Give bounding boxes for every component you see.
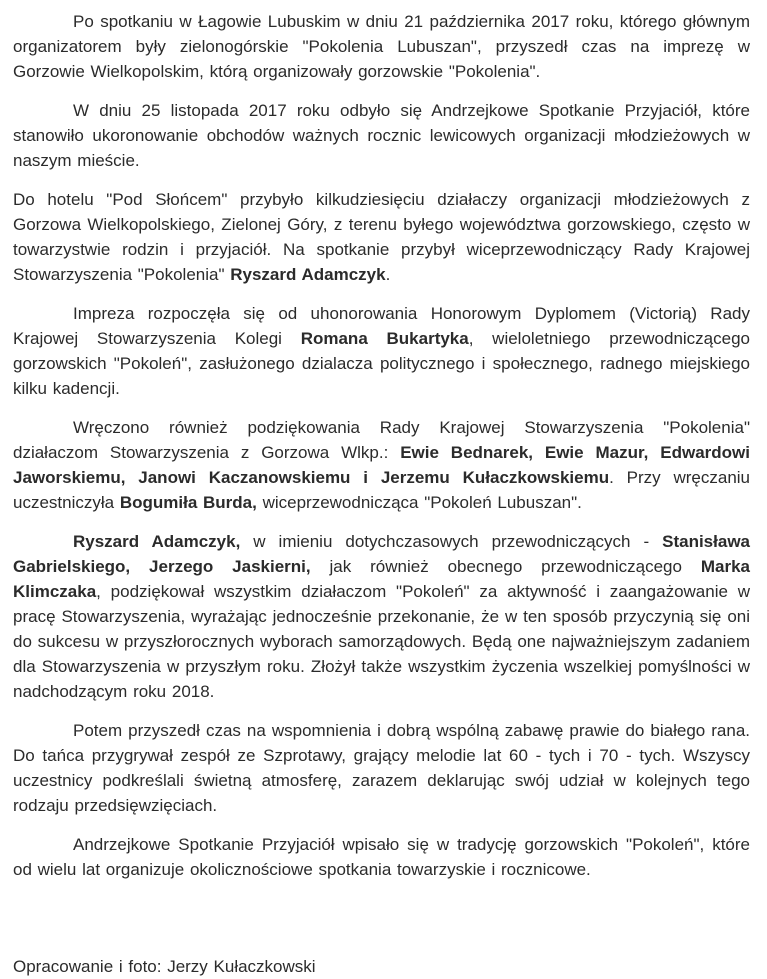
text-run: , wieloletniego przewodniczącego gorzowskich "Pokoleń", zasłużonego dzialacza politycznego i społecznego, radnego miejskiego kilku kadencji. [13,329,750,398]
bold-text-run: Ewie Bednarek, Ewie Mazur, Edwardowi Jaworskiemu, Janowi Kaczanowskiemu i Jerzemu Kułaczkowskiemu [13,443,750,487]
bold-text-run: Marka Klimczaka [13,557,750,601]
text-run: Po spotkaniu w Łagowie Lubuskim w dniu 21 października 2017 roku, którego głównym organizatorem były zielonogórskie "Pokolenia Lubuszan", przyszedł czas na imprezę w Gorzowie Wielkopolskim, którą organizowały gorzowskie "Pokolenia". [13,12,750,81]
text-run: Andrzejkowe Spotkanie Przyjaciół wpisało się w tradycję gorzowskich "Pokoleń", które od wielu lat organizuje okolicznościowe spotkania towarzyskie i rocznicowe. [13,835,750,879]
bold-text-run: Romana Bukartyka [300,329,469,348]
text-run: Potem przyszedł czas na wspomnienia i dobrą wspólną zabawę prawie do białego rana. Do tańca przygrywał zespół ze Szprotawy, grający melodie lat 60 - tych i 70 - tych. Wszyscy uczestnicy podkreślali świetną atmosferę, zarazem deklarując swój udział w kolejnych tego rodzaju przedsięwzięciach. [13,721,750,815]
paragraph-5 [13,415,750,515]
bold-text-run: Bogumiła Burda, [119,493,257,512]
paragraph-1 [13,9,750,84]
paragraph-6 [13,529,750,704]
text-run: Wręczono również podziękowania Rady Krajowej Stowarzyszenia "Pokolenia" działaczom Stowarzyszenia z Gorzowa Wlkp.: [13,418,750,462]
paragraph-4 [13,301,750,401]
bold-text-run: Ryszard Adamczyk, [73,532,241,551]
bold-text-run: Ryszard Adamczyk [230,265,386,284]
text-run: Impreza rozpoczęła się od uhonorowania Honorowym Dyplomem (Victorią) Rady Krajowej Stowarzyszenia Kolegi [13,304,750,348]
text-run: . [385,265,391,284]
paragraph-8 [13,832,750,882]
text-run: wiceprzewodnicząca "Pokoleń Lubuszan". [256,493,582,512]
text-run: , podziękował wszystkim działaczom "Pokoleń" za aktywność i zaangażowanie w pracę Stowarzyszenia, wyrażając jednocześnie przekonanie, że w ten sposób przyczynią się oni do sukcesu w przyszłorocznych wyborach samorządowych. Będą one najważniejszym zadaniem dla Stowarzyszenia w przyszłym roku. Złożył także wszystkim życzenia wszelkiej pomyślności w nadchodzącym roku 2018. [13,582,750,701]
paragraph-3 [13,187,750,287]
credit-line: Opracowanie i foto: Jerzy Kułaczkowski [13,957,316,976]
text-run: w imieniu dotychczasowych przewodniczących - [240,532,663,551]
bold-text-run: Stanisława Gabrielskiego, Jerzego Jaskierni, [13,532,750,576]
text-run: jak również obecnego przewodniczącego [310,557,701,576]
document-body [13,9,750,882]
text-run: . Przy wręczaniu uczestniczyła [13,468,751,512]
text-run: W dniu 25 listopada 2017 roku odbyło się Andrzejkowe Spotkanie Przyjaciół, które stanowiło ukoronowanie obchodów ważnych rocznic lewicowych organizacji młodzieżowych w naszym mieście. [13,101,750,170]
paragraph-7 [13,718,750,818]
paragraph-2 [13,98,750,173]
text-run: Do hotelu "Pod Słońcem" przybyło kilkudziesięciu działaczy organizacji młodzieżowych z Gorzowa Wielkopolskiego, Zielonej Góry, z terenu byłego województwa gorzowskiego, często w towarzystwie rodzin i przyjaciół. Na spotkanie przybył wiceprzewodniczący Rady Krajowej Stowarzyszenia "Pokolenia" [13,190,750,284]
